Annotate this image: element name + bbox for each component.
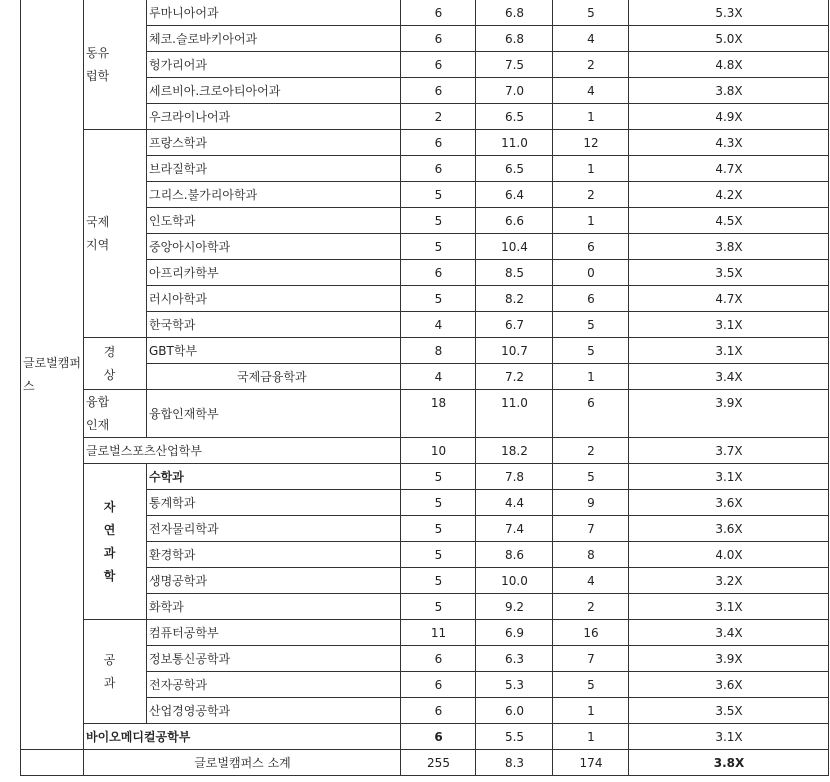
comp-value: 4.2X: [628, 181, 829, 208]
campus-cell: 글로벌캠퍼스: [20, 0, 84, 750]
quota-value: 4: [400, 363, 476, 390]
ratio-value: 7.0: [475, 77, 553, 104]
ratio-value: 9.2: [475, 593, 553, 620]
dept-name: 세르비아.크로아티아어과: [146, 77, 401, 104]
ratio-value: 10.0: [475, 567, 553, 594]
comp-value: 3.8X: [628, 77, 829, 104]
passed-value: 1: [552, 207, 629, 234]
passed-value: 7: [552, 645, 629, 672]
dept-name: 산업경영공학과: [146, 697, 401, 724]
dept-name: 우크라이나어과: [146, 103, 401, 130]
ratio-value: 4.4: [475, 489, 553, 516]
dept-name: 정보통신공학과: [146, 645, 401, 672]
comp-value: 3.6X: [628, 489, 829, 516]
comp-value: 3.8X: [628, 233, 829, 260]
passed-value: 8: [552, 541, 629, 568]
comp-value: 4.7X: [628, 155, 829, 182]
quota-value: 18: [400, 389, 476, 438]
passed-value: 5: [552, 311, 629, 338]
passed-value: 5: [552, 337, 629, 364]
quota-value: 5: [400, 285, 476, 312]
quota-value: 5: [400, 233, 476, 260]
ratio-value: 6.0: [475, 697, 553, 724]
comp-value: 4.0X: [628, 541, 829, 568]
comp-value: 3.1X: [628, 593, 829, 620]
quota-value: 6: [400, 77, 476, 104]
comp-value: 5.3X: [628, 0, 829, 26]
quota-value: 6: [400, 259, 476, 286]
quota-value: 6: [400, 645, 476, 672]
dept-name: 헝가리어과: [146, 51, 401, 78]
ratio-value: 6.8: [475, 25, 553, 52]
passed-value: 5: [552, 671, 629, 698]
dept-name: 인도학과: [146, 207, 401, 234]
quota-value: 2: [400, 103, 476, 130]
comp-value: 3.7X: [628, 437, 829, 464]
comp-value: 3.5X: [628, 697, 829, 724]
passed-value: 4: [552, 567, 629, 594]
passed-value: 16: [552, 619, 629, 646]
quota-value: 5: [400, 489, 476, 516]
comp-value: 3.1X: [628, 463, 829, 490]
ratio-value: 18.2: [475, 437, 553, 464]
ratio-value: 5.5: [475, 723, 553, 750]
passed-value: 5: [552, 0, 629, 26]
quota-value: 6: [400, 671, 476, 698]
ratio-value: 6.6: [475, 207, 553, 234]
dept-name: 그리스.불가리아학과: [146, 181, 401, 208]
passed-value: 2: [552, 437, 629, 464]
quota-value: 5: [400, 207, 476, 234]
ratio-value: 11.0: [475, 389, 553, 438]
quota-value: 11: [400, 619, 476, 646]
comp-value: 3.9X: [628, 389, 829, 438]
group-cell: 융합인재: [83, 389, 147, 438]
ratio-value: 10.7: [475, 337, 553, 364]
passed-value: 5: [552, 463, 629, 490]
passed-value: 4: [552, 77, 629, 104]
dept-name: 수학과: [146, 463, 401, 490]
subtotal-spacer: [20, 749, 84, 776]
quota-value: 5: [400, 593, 476, 620]
comp-value: 3.9X: [628, 645, 829, 672]
dept-name: 국제금융학과: [146, 363, 401, 390]
ratio-value: 6.5: [475, 155, 553, 182]
quota-value: 5: [400, 181, 476, 208]
passed-value: 0: [552, 259, 629, 286]
passed-value: 7: [552, 515, 629, 542]
dept-name: 전자물리학과: [146, 515, 401, 542]
comp-value: 3.1X: [628, 337, 829, 364]
passed-value: 2: [552, 593, 629, 620]
group-cell: 경상: [83, 337, 147, 390]
ratio-value: 7.2: [475, 363, 553, 390]
ratio-value: 6.7: [475, 311, 553, 338]
quota-value: 5: [400, 515, 476, 542]
passed-value: 9: [552, 489, 629, 516]
subtotal-comp: 3.8X: [628, 749, 829, 776]
dept-name: 한국학과: [146, 311, 401, 338]
comp-value: 3.6X: [628, 515, 829, 542]
comp-value: 3.5X: [628, 259, 829, 286]
passed-value: 6: [552, 285, 629, 312]
passed-value: 4: [552, 25, 629, 52]
dept-name: 통계학과: [146, 489, 401, 516]
ratio-value: 8.2: [475, 285, 553, 312]
dept-name: 프랑스학과: [146, 129, 401, 156]
quota-value: 4: [400, 311, 476, 338]
quota-value: 6: [400, 155, 476, 182]
quota-value: 6: [400, 0, 476, 26]
ratio-value: 7.4: [475, 515, 553, 542]
quota-value: 6: [400, 129, 476, 156]
dept-name: 컴퓨터공학부: [146, 619, 401, 646]
dept-name: 브라질학과: [146, 155, 401, 182]
dept-name: 바이오메디컬공학부: [83, 723, 401, 750]
dept-name: 체코.슬로바키아어과: [146, 25, 401, 52]
quota-value: 6: [400, 25, 476, 52]
subtotal-quota: 255: [400, 749, 476, 776]
ratio-value: 10.4: [475, 233, 553, 260]
dept-name: 글로벌스포츠산업학부: [83, 437, 401, 464]
ratio-value: 6.3: [475, 645, 553, 672]
quota-value: 10: [400, 437, 476, 464]
comp-value: 3.4X: [628, 619, 829, 646]
quota-value: 8: [400, 337, 476, 364]
passed-value: 1: [552, 363, 629, 390]
dept-name: 화학과: [146, 593, 401, 620]
comp-value: 4.3X: [628, 129, 829, 156]
dept-name: 생명공학과: [146, 567, 401, 594]
comp-value: 3.1X: [628, 311, 829, 338]
passed-value: 1: [552, 103, 629, 130]
passed-value: 2: [552, 51, 629, 78]
comp-value: 4.7X: [628, 285, 829, 312]
ratio-value: 8.6: [475, 541, 553, 568]
quota-value: 6: [400, 723, 476, 750]
dept-name: 중앙아시아학과: [146, 233, 401, 260]
subtotal-label: 글로벌캠퍼스 소계: [83, 749, 401, 776]
ratio-value: 6.8: [475, 0, 553, 26]
group-cell: 공과: [83, 619, 147, 724]
subtotal-passed: 174: [552, 749, 629, 776]
dept-name: 환경학과: [146, 541, 401, 568]
quota-value: 5: [400, 541, 476, 568]
group-cell: 자연과학: [83, 463, 147, 620]
dept-name: 루마니아어과: [146, 0, 401, 26]
quota-value: 5: [400, 567, 476, 594]
comp-value: 3.1X: [628, 723, 829, 750]
comp-value: 4.9X: [628, 103, 829, 130]
ratio-value: 5.3: [475, 671, 553, 698]
group-cell: 동유럽학: [83, 0, 147, 130]
passed-value: 6: [552, 233, 629, 260]
passed-value: 6: [552, 389, 629, 438]
comp-value: 3.2X: [628, 567, 829, 594]
ratio-value: 7.5: [475, 51, 553, 78]
quota-value: 5: [400, 463, 476, 490]
ratio-value: 11.0: [475, 129, 553, 156]
ratio-value: 7.8: [475, 463, 553, 490]
passed-value: 1: [552, 723, 629, 750]
comp-value: 3.6X: [628, 671, 829, 698]
comp-value: 3.4X: [628, 363, 829, 390]
ratio-value: 6.4: [475, 181, 553, 208]
dept-name: GBT학부: [146, 337, 401, 364]
comp-value: 5.0X: [628, 25, 829, 52]
passed-value: 1: [552, 697, 629, 724]
comp-value: 4.8X: [628, 51, 829, 78]
quota-value: 6: [400, 51, 476, 78]
group-cell: 국제지역: [83, 129, 147, 338]
dept-name: 러시아학과: [146, 285, 401, 312]
passed-value: 12: [552, 129, 629, 156]
ratio-value: 6.5: [475, 103, 553, 130]
passed-value: 2: [552, 181, 629, 208]
comp-value: 4.5X: [628, 207, 829, 234]
dept-name: 전자공학과: [146, 671, 401, 698]
passed-value: 1: [552, 155, 629, 182]
dept-name: 아프리카학부: [146, 259, 401, 286]
ratio-value: 8.5: [475, 259, 553, 286]
subtotal-ratio: 8.3: [475, 749, 553, 776]
dept-name: 융합인재학부: [146, 389, 401, 438]
ratio-value: 6.9: [475, 619, 553, 646]
quota-value: 6: [400, 697, 476, 724]
